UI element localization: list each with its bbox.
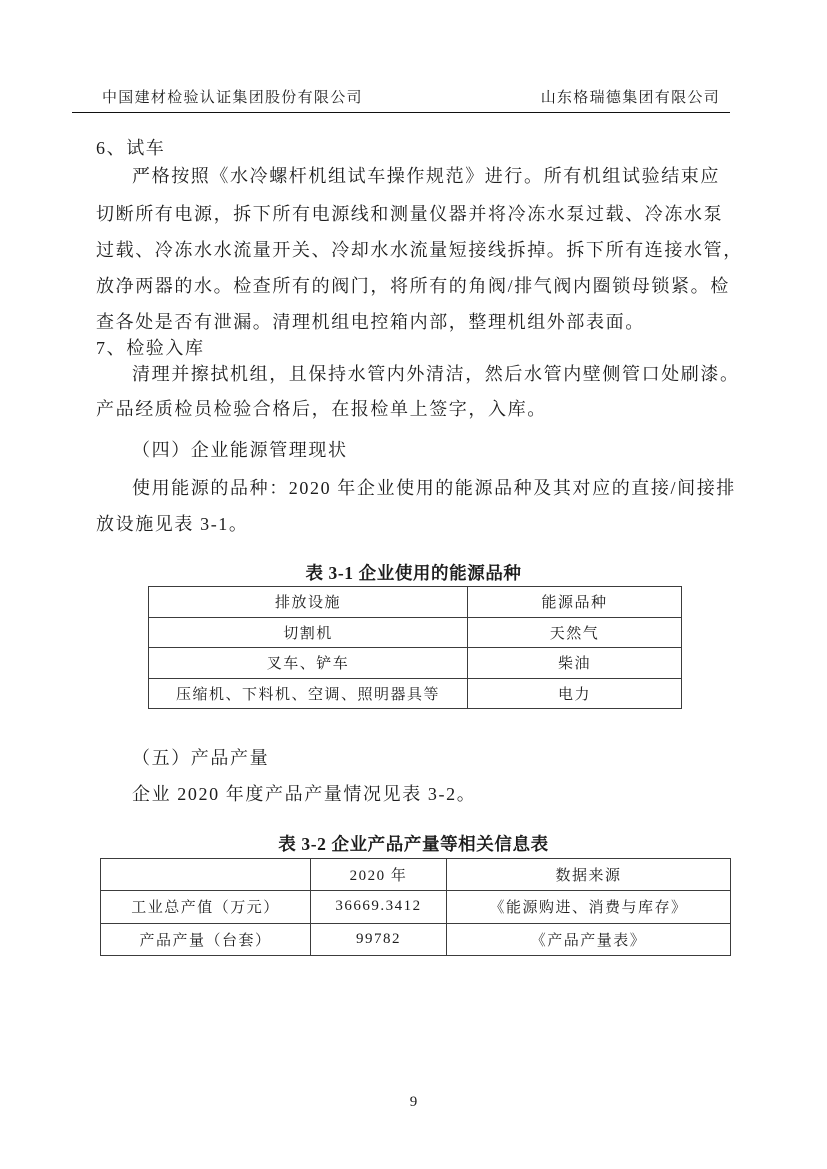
section6-heading: 6、试车 (96, 138, 166, 158)
table-3-1-cell: 天然气 (468, 617, 682, 648)
table-3-2-cell: 工业总产值（万元） (101, 891, 311, 923)
table-3-2-cell: 产品产量（台套） (101, 923, 311, 955)
table-3-1-header-cell: 能源品种 (468, 587, 682, 618)
table-3-2 (100, 858, 731, 956)
page-number: 9 (409, 1094, 418, 1110)
table-3-2-cell: 36669.3412 (311, 891, 447, 923)
table-3-2-header-cell: 数据来源 (447, 859, 731, 891)
section6-line: 严格按照《水冷螺杆机组试车操作规范》进行。所有机组试验结束应 (132, 166, 720, 186)
table-3-2-cell: 《产品产量表》 (447, 923, 731, 955)
table-row (149, 617, 682, 648)
table-3-1 (148, 586, 682, 709)
table-3-2-cell: 《能源购进、消费与库存》 (447, 891, 731, 923)
section6-line: 切断所有电源，拆下所有电源线和测量仪器并将冷冻水泵过载、冷冻水泵 (96, 204, 724, 224)
table-3-1-cell: 电力 (468, 678, 682, 709)
table-row (149, 678, 682, 709)
table-row (101, 891, 731, 923)
table-3-2-cell: 99782 (311, 923, 447, 955)
table-row (149, 648, 682, 679)
section-e-heading: （五）产品产量 (132, 748, 270, 768)
table-3-1-header-cell: 排放设施 (149, 587, 468, 618)
header-company-right: 山东格瑞德集团有限公司 (540, 90, 720, 106)
table-3-1-cell: 切割机 (149, 617, 468, 648)
table-3-1-title: 表 3-1 企业使用的能源品种 (305, 563, 522, 583)
table-3-2-header-cell: 2020 年 (311, 859, 447, 891)
header-company-left: 中国建材检验认证集团股份有限公司 (102, 90, 363, 106)
section-d-heading: （四）企业能源管理现状 (132, 440, 348, 460)
table-3-1-cell: 叉车、铲车 (149, 648, 468, 679)
section6-line: 放净两器的水。检查所有的阀门，将所有的角阀/排气阀内圈锁母锁紧。检 (96, 276, 730, 296)
section-d-line: 放设施见表 3-1。 (96, 514, 249, 534)
section7-line: 清理并擦拭机组，且保持水管内外清洁，然后水管内壁侧管口处刷漆。 (132, 364, 740, 384)
section7-line: 产品经质检员检验合格后，在报检单上签字，入库。 (96, 399, 547, 419)
table-3-1-cell: 压缩机、下料机、空调、照明器具等 (149, 678, 468, 709)
section7-heading: 7、检验入库 (96, 338, 205, 358)
header-rule (72, 112, 730, 113)
section-e-line: 企业 2020 年度产品产量情况见表 3-2。 (132, 784, 477, 804)
section-d-line: 使用能源的品种：2020 年企业使用的能源品种及其对应的直接/间接排 (132, 478, 736, 498)
table-row (101, 859, 731, 891)
table-3-1-cell: 柴油 (468, 648, 682, 679)
table-row (101, 923, 731, 955)
table-3-2-header-cell (101, 859, 311, 891)
section6-line: 查各处是否有泄漏。清理机组电控箱内部，整理机组外部表面。 (96, 312, 645, 332)
table-3-2-title: 表 3-2 企业产品产量等相关信息表 (278, 834, 549, 854)
table-row (149, 587, 682, 618)
section6-line: 过载、冷冻水水流量开关、冷却水水流量短接线拆掉。拆下所有连接水管， (96, 240, 743, 260)
